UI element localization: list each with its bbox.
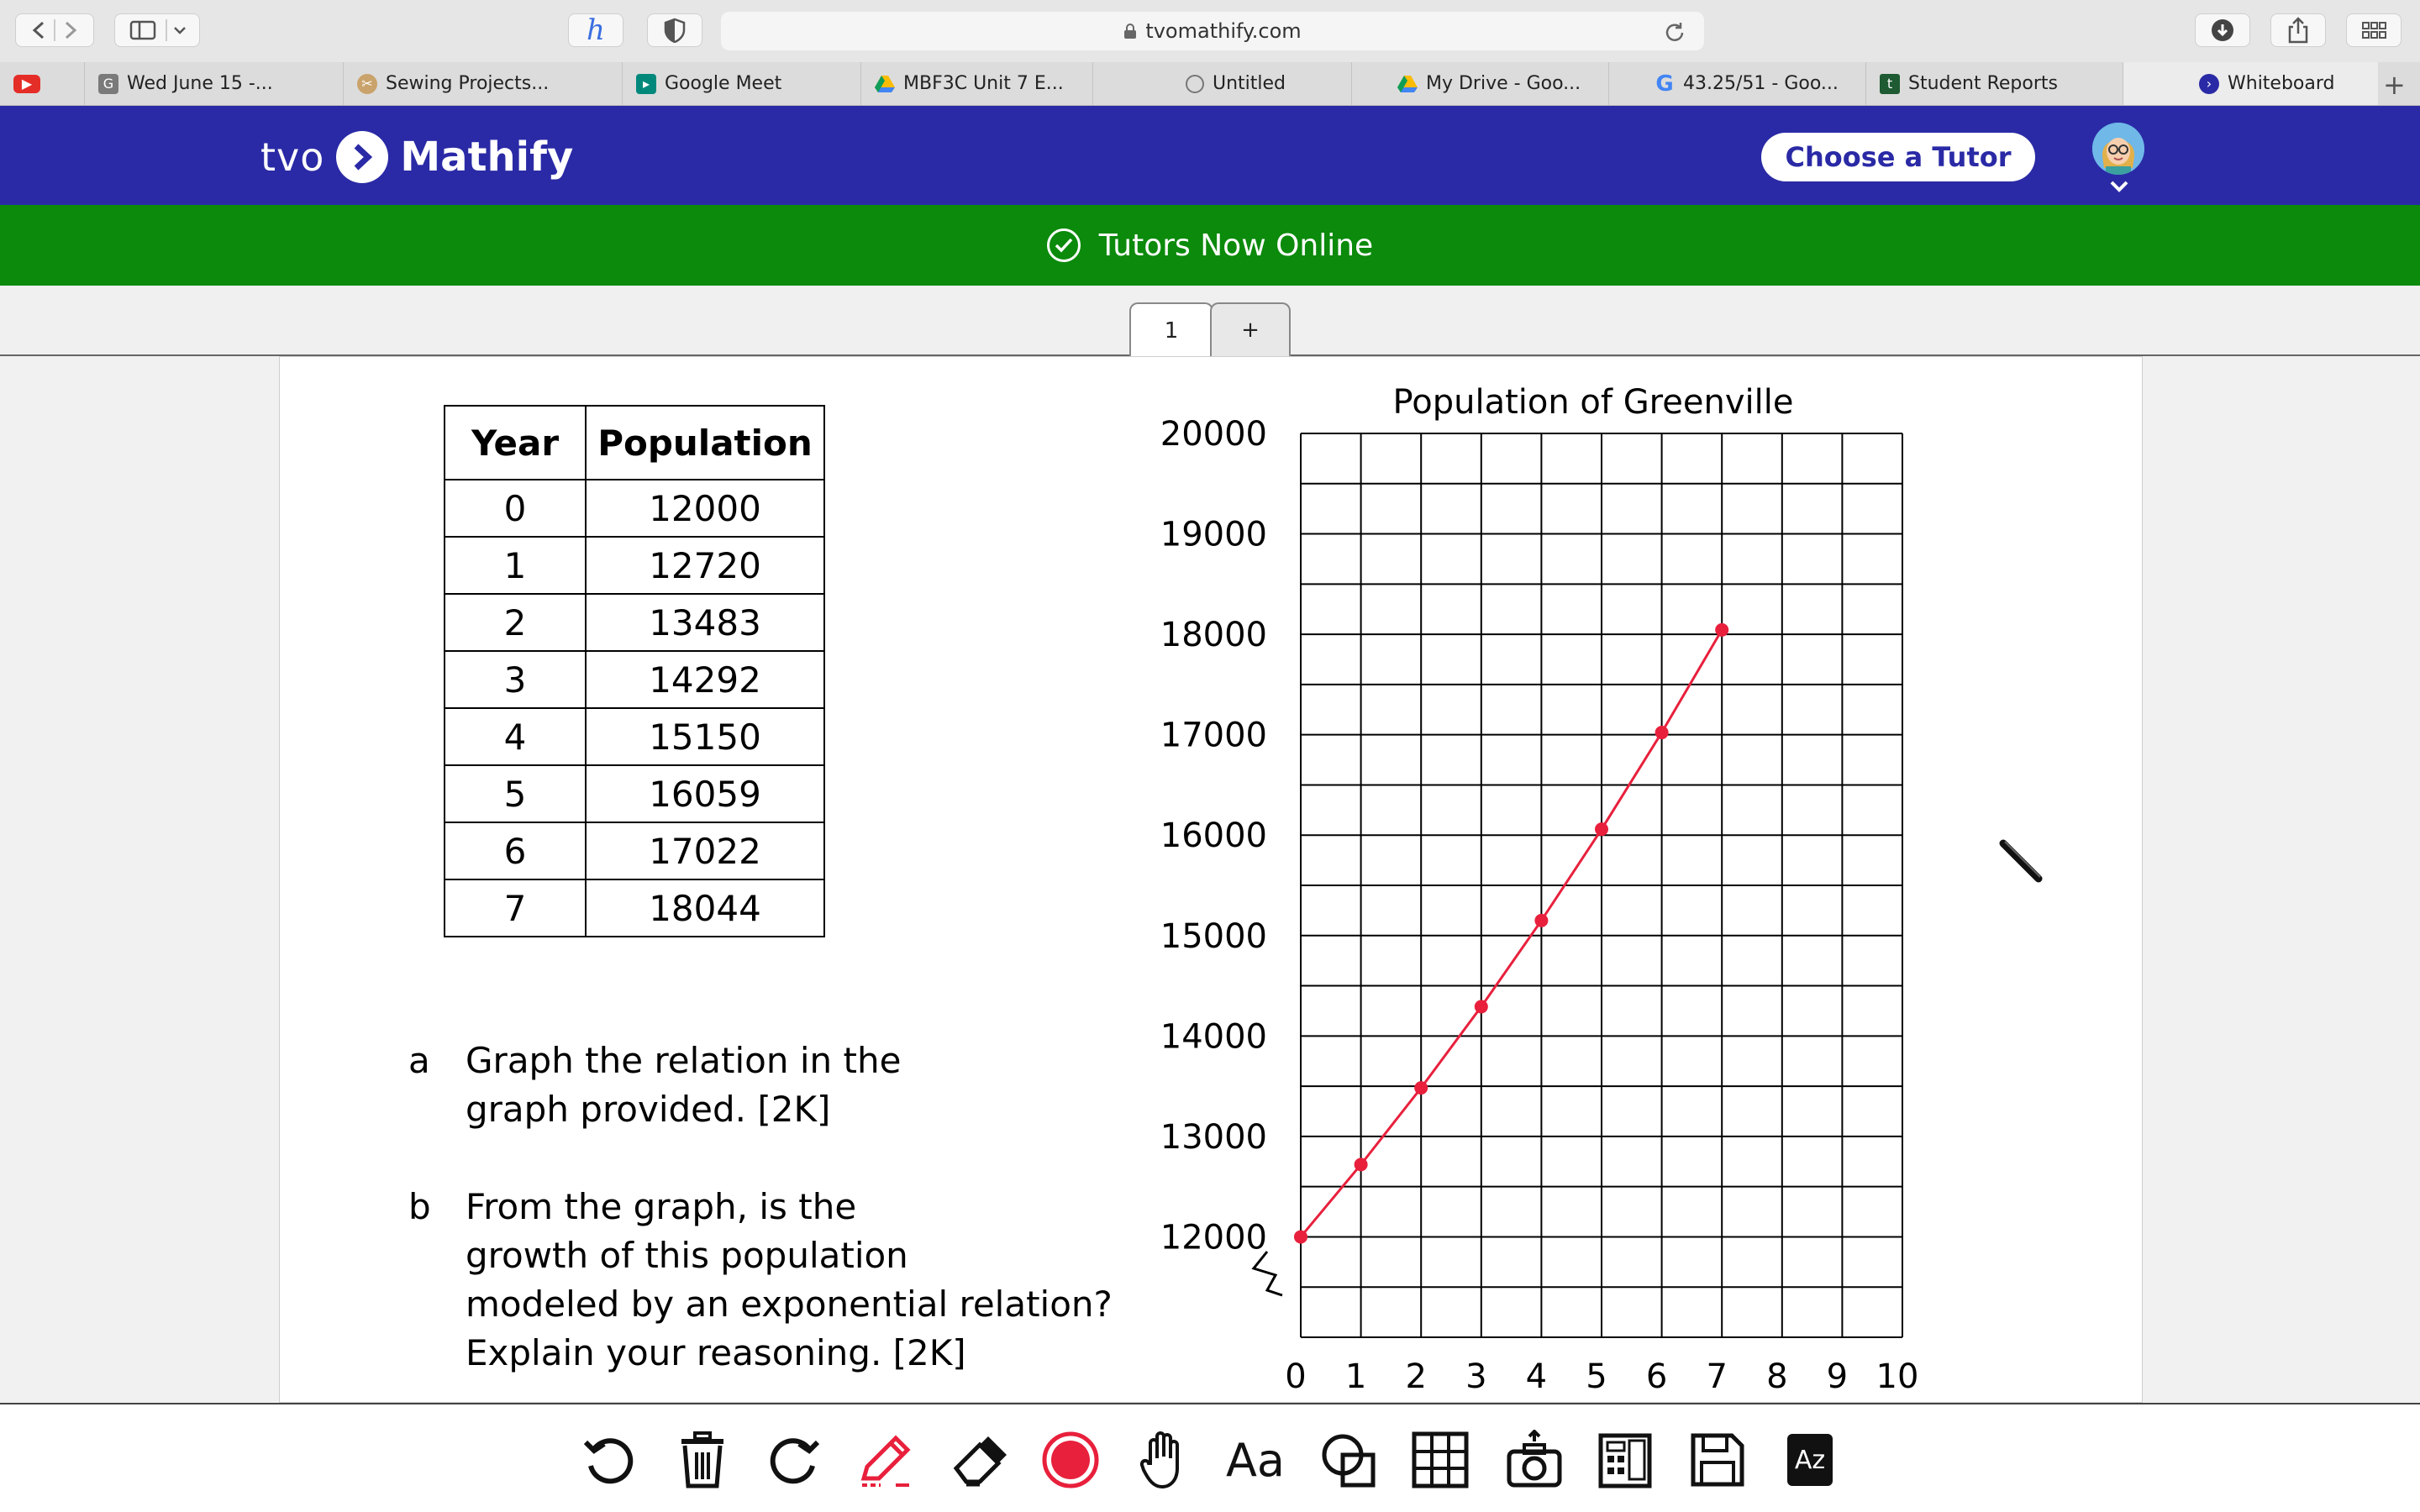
table-row [445, 879, 824, 937]
back-forward-buttons[interactable] [15, 13, 94, 47]
chart-grid [1301, 433, 1902, 1337]
data-point [1534, 914, 1548, 927]
logo-tvo-text: tvo [260, 134, 325, 180]
table-row [445, 822, 824, 879]
table-cell: 15150 [586, 708, 824, 765]
grid-dots-icon [2361, 20, 2386, 40]
pen-tool[interactable] [852, 1426, 919, 1494]
table-cell: 3 [445, 651, 586, 708]
sidebar-icon [121, 18, 193, 43]
app-header [0, 106, 2420, 205]
table-row [445, 708, 824, 765]
redo-button[interactable] [761, 1426, 829, 1494]
tab-google-grades[interactable] [1608, 62, 1864, 105]
avatar[interactable] [2092, 123, 2144, 175]
table-cell: 6 [445, 822, 586, 879]
tab-page-1[interactable]: 1 [1129, 302, 1213, 358]
shield-icon [664, 18, 686, 43]
record-icon [1040, 1430, 1101, 1490]
table-cell: 18044 [586, 879, 824, 937]
y-axis-ticks [1160, 415, 1267, 1257]
chart-series [1294, 623, 1728, 1244]
table-cell: 14292 [586, 651, 824, 708]
url-text: tvomathify.com [1145, 19, 1302, 43]
table-cell: 16059 [586, 765, 824, 822]
tab-untitled[interactable] [1092, 62, 1349, 105]
tab-my-drive[interactable] [1351, 62, 1607, 105]
tab-label: Student Reports [1908, 73, 2058, 94]
hand-icon [1139, 1430, 1191, 1490]
tab-label: Untitled [1213, 73, 1286, 94]
lock-icon [1123, 24, 1137, 39]
question-b [408, 1183, 1165, 1381]
y-tick-label: 13000 [1160, 1117, 1267, 1157]
table-cell: 1 [445, 537, 586, 594]
equation-icon: Az [1787, 1434, 1833, 1486]
logo-mathify-text: Mathify [400, 134, 574, 181]
save-icon [1688, 1431, 1747, 1489]
y-tick-label: 18000 [1160, 616, 1267, 655]
trash-icon [676, 1431, 729, 1489]
add-page-button[interactable]: + [1210, 302, 1291, 356]
table-cell: 13483 [586, 594, 824, 651]
shapes-tool[interactable] [1316, 1426, 1383, 1494]
x-tick-label: 5 [1586, 1357, 1607, 1396]
tab-youtube[interactable] [0, 62, 55, 105]
y-tick-label: 20000 [1160, 415, 1267, 454]
tab-label: Wed June 15 -... [127, 73, 273, 94]
tutors-online-text: Tutors Now Online [1098, 228, 1374, 263]
camera-tool[interactable] [1501, 1426, 1568, 1494]
table-row [445, 765, 824, 822]
save-button[interactable] [1684, 1426, 1751, 1494]
data-point [1294, 1230, 1307, 1243]
browser-toolbar [0, 0, 2420, 62]
tab-google-meet[interactable] [622, 62, 854, 105]
table-cell: 4 [445, 708, 586, 765]
calculator-icon [1596, 1431, 1655, 1489]
question-a [408, 1037, 1114, 1137]
chevron-left-right-icon [21, 18, 88, 43]
y-tick-label: 14000 [1160, 1017, 1267, 1057]
question-a-text [466, 1037, 1104, 1134]
series-line [1301, 630, 1722, 1237]
question-line: graph provided. [2K] [466, 1089, 831, 1130]
question-b-text [466, 1183, 1171, 1378]
google-drive-icon [875, 74, 895, 94]
tab-label: MBF3C Unit 7 E... [903, 73, 1064, 94]
table-row [445, 480, 824, 537]
choose-tutor-button[interactable]: Choose a Tutor [1761, 133, 2035, 181]
pencil-icon [855, 1430, 916, 1490]
table-cell: 12720 [586, 537, 824, 594]
google-drive-icon [1397, 74, 1418, 94]
grid-icon [1411, 1431, 1470, 1489]
x-tick-label: 4 [1525, 1357, 1548, 1396]
x-tick-label: 2 [1405, 1357, 1427, 1396]
question-line: From the graph, is the [466, 1186, 857, 1227]
equation-tool[interactable] [1776, 1426, 1844, 1494]
extension-button[interactable] [568, 13, 623, 47]
new-tab-button[interactable]: + [2383, 69, 2406, 101]
table-row [445, 537, 824, 594]
calculator-tool[interactable] [1591, 1426, 1659, 1494]
table-cell: 7 [445, 879, 586, 937]
mathify-icon: › [2199, 74, 2219, 94]
population-chart[interactable] [1126, 378, 1949, 1403]
tab-classroom[interactable] [84, 62, 318, 105]
compass-icon [1186, 75, 1204, 93]
data-point [1475, 1000, 1488, 1013]
tab-label: Whiteboard [2228, 73, 2335, 94]
tab-mbf3c[interactable] [860, 62, 1091, 105]
sewing-icon: ✂ [357, 74, 377, 94]
y-tick-label: 15000 [1160, 916, 1267, 956]
y-tick-label: 12000 [1160, 1218, 1267, 1257]
google-classroom-icon: G [98, 74, 118, 94]
user-avatar-icon [2092, 123, 2144, 175]
eraser-icon [950, 1430, 1010, 1490]
y-tick-label: 19000 [1160, 515, 1267, 554]
whiteboard-page-tabs [0, 286, 2420, 356]
youtube-icon: ▶ [13, 75, 40, 93]
table-cell: 12000 [586, 480, 824, 537]
data-point [1715, 623, 1728, 637]
logo-chevron-icon [336, 131, 388, 183]
question-line: growth of this population [466, 1235, 908, 1276]
privacy-button[interactable] [647, 13, 702, 47]
sidebar-toggle-button[interactable] [114, 13, 200, 47]
mathify-logo[interactable] [260, 131, 573, 183]
tab-sewing[interactable] [343, 62, 575, 105]
question-line: Graph the relation in the [466, 1040, 902, 1081]
question-line: modeled by an exponential relation? [466, 1284, 1113, 1325]
population-table [444, 405, 825, 937]
grid-tool[interactable] [1407, 1426, 1474, 1494]
table-row [445, 594, 824, 651]
eraser-tool[interactable] [946, 1426, 1013, 1494]
table-header-year: Year [445, 406, 586, 480]
undo-button[interactable] [575, 1426, 642, 1494]
shapes-icon [1319, 1430, 1380, 1490]
tab-whiteboard[interactable] [2123, 62, 2378, 105]
x-tick-label: 0 [1285, 1357, 1307, 1396]
reports-icon: t [1880, 74, 1900, 94]
x-axis-ticks [1285, 1357, 1918, 1396]
check-circle-icon [1047, 228, 1081, 262]
pan-tool[interactable] [1131, 1426, 1198, 1494]
data-point [1355, 1158, 1368, 1171]
x-tick-label: 10 [1876, 1357, 1919, 1396]
x-tick-label: 6 [1645, 1357, 1668, 1396]
tutors-online-banner [0, 205, 2420, 286]
chart-title: Population of Greenville [1392, 383, 1794, 422]
pen-cursor-icon [1996, 837, 2047, 887]
data-point [1414, 1081, 1428, 1095]
share-button[interactable] [2270, 13, 2326, 47]
tab-label: My Drive - Goo... [1426, 73, 1581, 94]
whiteboard-toolbar [0, 1403, 2420, 1512]
record-button[interactable] [1037, 1426, 1104, 1494]
table-cell: 2 [445, 594, 586, 651]
table-row [445, 651, 824, 708]
chevron-down-icon[interactable] [2109, 180, 2129, 193]
question-line: Explain your reasoning. [2K] [466, 1332, 966, 1373]
address-bar[interactable] [721, 12, 1704, 50]
x-tick-label: 8 [1766, 1357, 1788, 1396]
table-header-row [445, 406, 824, 480]
table-cell: 0 [445, 480, 586, 537]
tab-student-reports[interactable] [1865, 62, 2121, 105]
share-icon [2286, 17, 2310, 44]
tab-label: Sewing Projects... [386, 73, 550, 94]
axis-break-mark [1254, 1252, 1282, 1295]
x-tick-label: 7 [1706, 1357, 1728, 1396]
tab-overview-button[interactable] [2346, 13, 2402, 47]
question-b-label: b [408, 1186, 431, 1227]
download-icon [2210, 18, 2235, 43]
tab-label: Google Meet [665, 73, 782, 94]
data-point [1595, 822, 1608, 836]
redo-icon [765, 1431, 824, 1489]
google-meet-icon: ▸ [636, 74, 656, 94]
downloads-button[interactable] [2195, 13, 2250, 47]
tab-label: 43.25/51 - Goo... [1683, 73, 1839, 94]
x-tick-label: 9 [1826, 1357, 1849, 1396]
question-a-label: a [408, 1040, 430, 1081]
data-point [1655, 726, 1669, 739]
y-tick-label: 17000 [1160, 716, 1267, 755]
delete-button[interactable] [669, 1426, 736, 1494]
google-icon: G [1655, 71, 1674, 97]
browser-tab-bar [0, 62, 2420, 106]
table-cell: 17022 [586, 822, 824, 879]
reload-icon[interactable] [1662, 20, 1687, 45]
x-tick-label: 3 [1465, 1357, 1487, 1396]
y-tick-label: 16000 [1160, 816, 1267, 856]
text-tool[interactable]: Aa [1225, 1433, 1286, 1487]
table-header-population: Population [586, 406, 824, 480]
undo-icon [579, 1431, 638, 1489]
honey-extension-icon: ℎ [587, 13, 605, 47]
camera-upload-icon [1504, 1430, 1565, 1490]
table-cell: 5 [445, 765, 586, 822]
x-tick-label: 1 [1344, 1357, 1367, 1396]
